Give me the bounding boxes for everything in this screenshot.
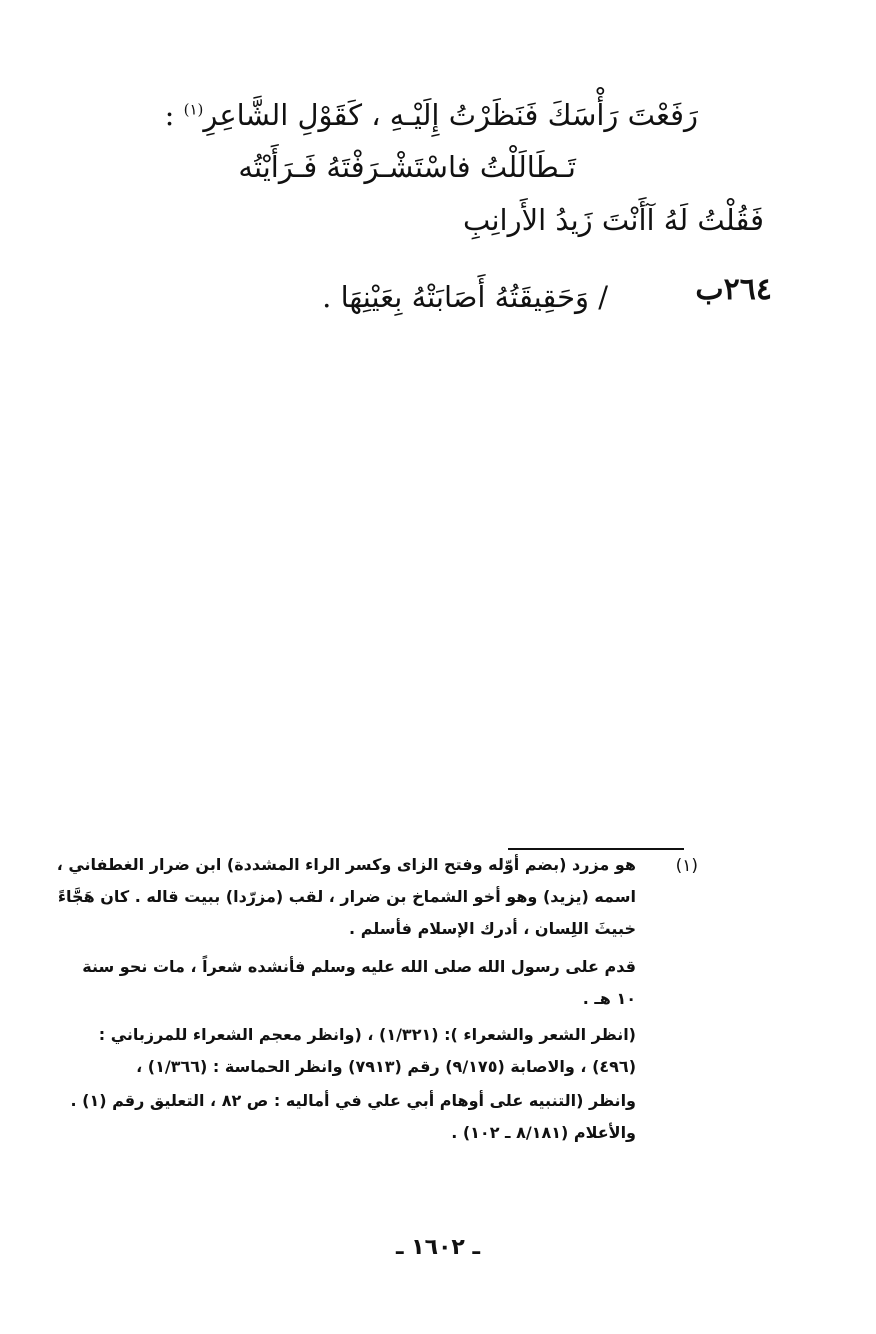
footnote-line: خبيثَ اللِسان ، أدرك الإسلام فأسلم . [349, 919, 636, 938]
main-text-prefix: رَفَعْتَ رَأْسَكَ فَنَظَرْتُ إِلَيْـهِ ، كَقَوْلِ الشَّاعِرِ [203, 98, 698, 132]
footnote-number: (١) [675, 856, 698, 876]
main-text-line [138, 98, 698, 133]
continuation-text: / وَحَقِيقَتُهُ أَصَابَتْهُ بِعَيْنِهَا . [322, 280, 608, 314]
footnote-line: اسمه (يزيد) وهو أخو الشماخ بن ضرار ، لقب (مزرّدا) ببيت قاله . كان هَجَّاءً [57, 887, 636, 906]
poem-hemistich-1: تَـطَالَلْتُ فاسْتَشْـرَفْتَهُ فَـرَأَيْتُه [238, 150, 576, 184]
footnote-separator [508, 848, 684, 850]
footnote-line: هو مزرد (بضم أوّله وفتح الزاى وكسر الراء المشددة) ابن ضرار الغطفاني ، [56, 855, 636, 874]
footnote-line: قدم على رسول الله صلى الله عليه وسلم فأنشده شعراً ، مات نحو سنة [82, 957, 636, 976]
footnote-line: والأعلام (٨/١٨١ ـ ١٠٢) . [451, 1123, 636, 1142]
footnote-line: (انظر الشعر والشعراء ): (١/٣٢١) ، (وانظر معجم الشعراء للمرزباني : [98, 1025, 636, 1044]
main-text-suffix: : [164, 98, 184, 132]
page-number: ـ ١٦٠٢ ـ [395, 1235, 481, 1260]
footnote-line: (٤٩٦) ، والاصابة (٩/١٧٥) رقم (٧٩١٣) وانظر الحماسة : (١/٣٦٦) ، [136, 1057, 636, 1076]
poem-hemistich-2: فَقُلْتُ لَهُ آأَنْتَ زَيدُ الأَرانِبِ [462, 203, 764, 237]
footnote-line: ١٠ هـ . [582, 989, 636, 1008]
folio-marker: ٢٦٤ب [695, 272, 772, 307]
footnote-line: وانظر (التنبيه على أوهام أبي علي في أماليه : ص ٨٢ ، التعليق رقم (١) . [70, 1091, 636, 1110]
footnote-reference[interactable]: (١) [183, 100, 204, 119]
